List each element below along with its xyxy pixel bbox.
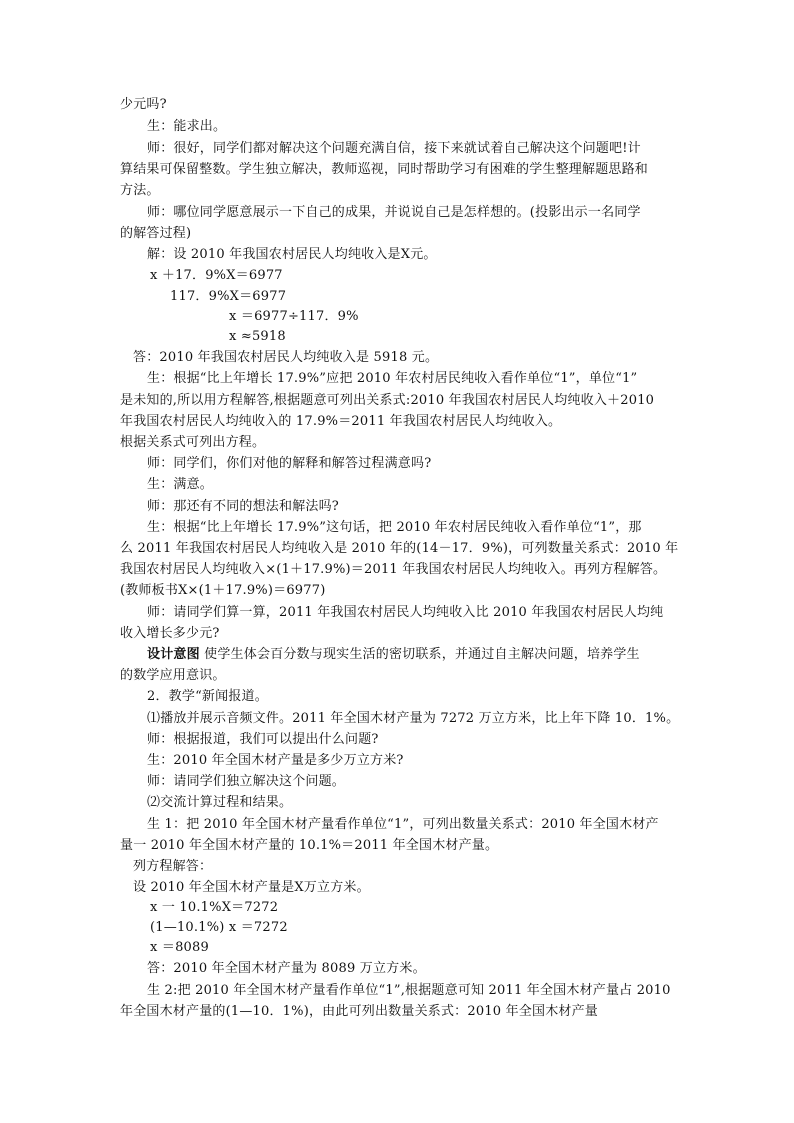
text-line: 师：请同学们独立解决这个问题。 — [147, 774, 346, 789]
text-line: 师：根据报道，我们可以提出什么问题? — [147, 732, 379, 747]
equation-line: x ＋17．9%X＝6977 — [150, 268, 283, 283]
equation-line: (1—10.1%) x ＝7272 — [150, 920, 288, 935]
answer-line: 答：2010 年我国农村居民人均纯收入是 5918 元。 — [133, 350, 439, 365]
text-line: 我国农村居民人均纯收入×(1＋17.9%)＝2011 年我国农村居民人均纯收入。再列方程解答。 — [120, 562, 667, 577]
answer-line: 答：2010 年全国木材产量为 8089 万立方米。 — [147, 961, 426, 976]
text-line: 解：设 2010 年我国农村居民人均纯收入是X元。 — [147, 247, 437, 262]
text-line: 算结果可保留整数。学生独立解决，教师巡视，同时帮助学习有困难的学生整理解题思路和 — [120, 162, 649, 177]
text-line: 的解答过程) — [120, 226, 192, 241]
text-line: 列方程解答： — [133, 859, 213, 874]
equation-line: x 一 10.1%X＝7272 — [150, 900, 279, 915]
text-line: 生：2010 年全国木材产量是多少万立方米? — [147, 753, 404, 768]
section-heading: 2．教学“新闻报道。 — [147, 689, 268, 704]
text-line: ⑴播放并展示音频文件。2011 年全国木材产量为 7272 万立方米，比上年下降 10．1%。 — [147, 711, 680, 726]
text-line: 师：请同学们算一算，2011 年我国农村居民人均纯收入比 2010 年我国农村居民人均纯 — [147, 605, 664, 620]
design-intent-text: 使学生体会百分数与现实生活的密切联系，并通过自主解决问题，培养学生 — [204, 647, 640, 662]
text-line: 是未知的,所以用方程解答,根据题意可列出关系式:2010 年我国农村居民人均纯收入＋2010 — [120, 393, 655, 408]
design-intent-label: 设计意图 — [147, 647, 200, 662]
design-intent-line — [147, 645, 640, 665]
text-line: 师：哪位同学愿意展示一下自己的成果，并说说自己是怎样想的。(投影出示一名同学 — [147, 205, 641, 220]
text-line: 的数学应用意识。 — [120, 668, 226, 683]
equation-line: x ＝6977÷117．9% — [229, 309, 359, 324]
text-line: (教师板书X×(1＋17.9%)＝6977) — [120, 583, 326, 598]
text-line: 生：根据“比上年增长 17.9%”这句话，把 2010 年农村居民纯收入看作单位“1”，那 — [147, 520, 642, 535]
equation-line: x ＝8089 — [150, 940, 209, 955]
text-line: ⑵交流计算过程和结果。 — [147, 795, 293, 810]
text-line: 生 1：把 2010 年全国木材产量看作单位“1”，可列出数量关系式：2010 年全国木材产 — [147, 817, 659, 832]
text-line: 量一 2010 年全国木材产量的 10.1%＝2011 年全国木材产量。 — [120, 838, 499, 853]
text-line: 师：很好，同学们都对解决这个问题充满自信，接下来就试着自己解决这个问题吧!计 — [147, 141, 641, 156]
text-line: 生：根据“比上年增长 17.9%”应把 2010 年农村居民纯收入看作单位“1”，单位“1” — [147, 371, 638, 386]
text-line: 师：同学们，你们对他的解释和解答过程满意吗? — [147, 456, 432, 471]
text-line: 生 2:把 2010 年全国木材产量看作单位“1”,根据题意可知 2011 年全国木材产量占 2010 — [147, 983, 671, 998]
text-line: 生：能求出。 — [147, 119, 227, 134]
text-line: 年我国农村居民人均纯收入的 17.9%＝2011 年我国农村居民人均纯收入。 — [120, 414, 562, 429]
text-line: 根据关系式可列出方程。 — [120, 435, 266, 450]
equation-line: 117．9%X＝6977 — [170, 289, 287, 304]
text-line: 少元吗? — [120, 97, 167, 112]
text-line: 师：那还有不同的想法和解法吗? — [147, 499, 339, 514]
equation-line: x ≈5918 — [229, 329, 286, 344]
text-line: 设 2010 年全国木材产量是X万立方米。 — [133, 880, 370, 895]
text-line: 年全国木材产量的(1—10．1%)，由此可列出数量关系式：2010 年全国木材产量 — [120, 1004, 598, 1019]
text-line: 么 2011 年我国农村居民人均纯收入是 2010 年的(14－17．9%)，可列数量关系式：2010 年 — [120, 541, 679, 556]
text-line: 方法。 — [120, 183, 160, 198]
text-line: 收入增长多少元? — [120, 626, 220, 641]
text-line: 生：满意。 — [147, 477, 214, 492]
